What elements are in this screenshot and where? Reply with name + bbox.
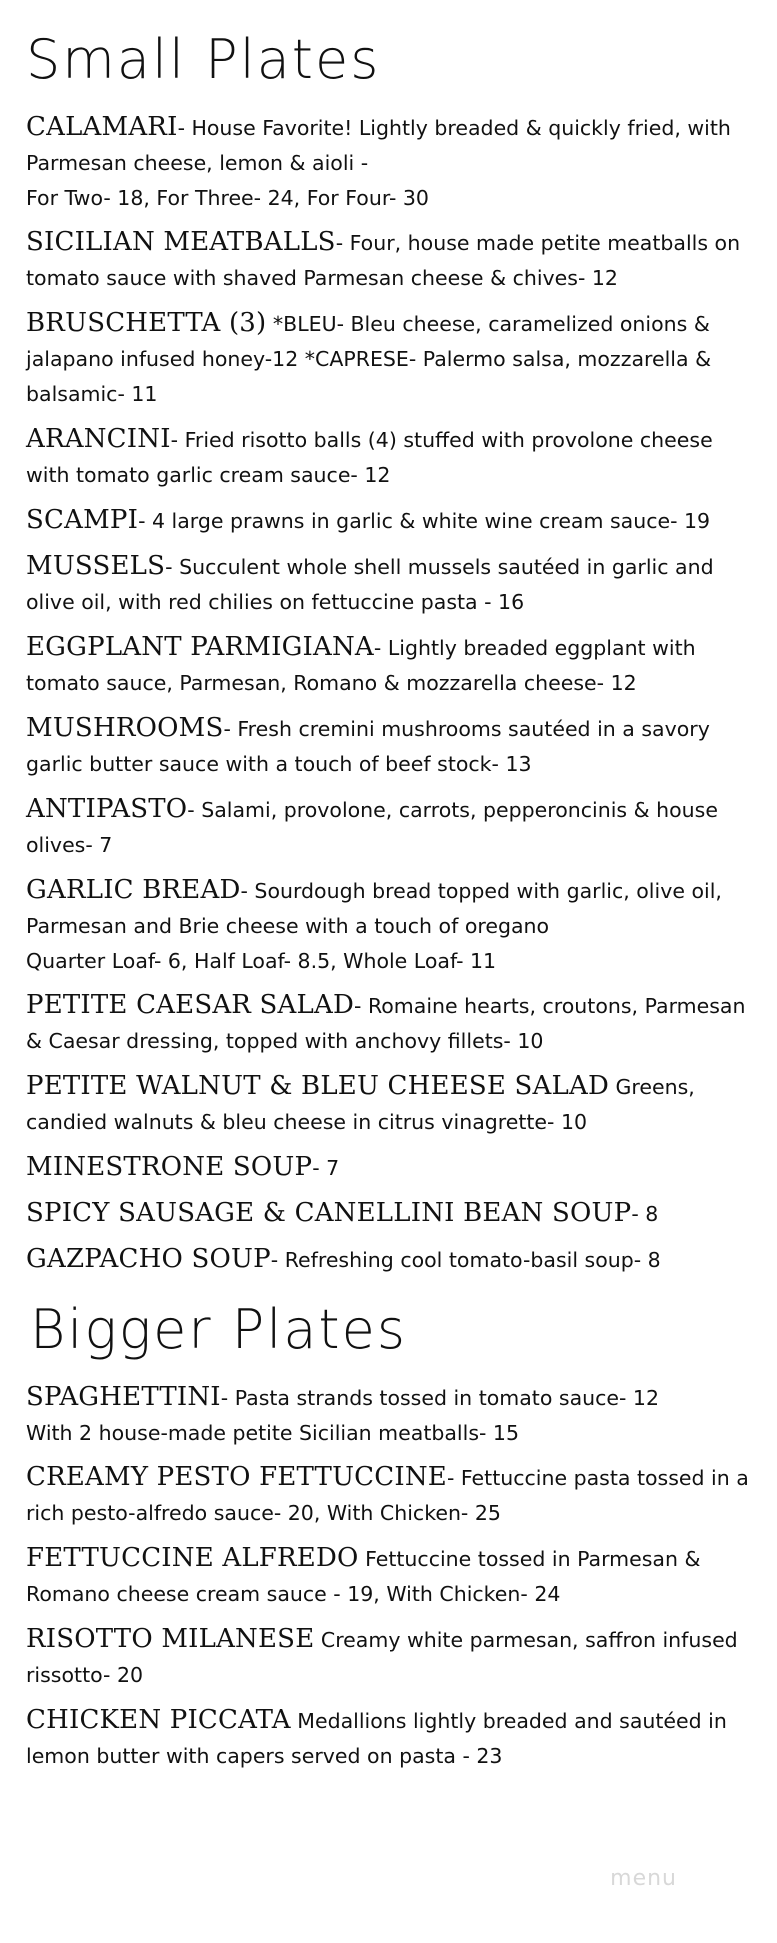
menu-item-prices: For Two- 18, For Three- 24, For Four- 30 [26,186,429,210]
menu-item-description: - Fettuccine pasta tossed in a rich pesto-alfredo sauce- 20, With Chicken- 25 [26,1466,749,1525]
menu-item-description: - 7 [312,1156,340,1180]
menu-item-description: Medallions lightly breaded and sautéed in lemon butter with capers served on pasta - 23 [26,1709,727,1768]
menu-item-name: ARANCINI [26,424,171,454]
menu-item-name: SICILIAN MEATBALLS [26,227,336,257]
menu-item-name: BRUSCHETTA (3) [26,308,267,338]
menu-item-name: PETITE WALNUT & BLEU CHEESE SALAD [26,1071,610,1101]
menu-item-name: SCAMPI [26,505,139,535]
menu-item-description: - Romaine hearts, croutons, Parmesan & Caesar dressing, topped with anchovy fillets- 10 [26,994,746,1053]
menu-item-name: FETTUCCINE ALFREDO [26,1543,359,1573]
menu-item [26,988,756,1059]
menu-item-name: SPAGHETTINI [26,1382,221,1412]
menu-item-description: - Fresh cremini mushrooms sautéed in a savory garlic butter sauce with a touch of beef stock- 13 [26,717,710,776]
menu-item-name: MINESTRONE SOUP [26,1152,313,1182]
menu-item [26,503,756,539]
menu-item-description: - Salami, provolone, carrots, pepperoncinis & house olives- 7 [26,798,718,857]
menu-item [26,306,756,412]
menu-item-name: MUSSELS [26,551,166,581]
menu-item-name: GARLIC BREAD [26,875,241,905]
watermark: menu [610,1866,677,1891]
menu-item [26,1622,756,1693]
menu-item-name: ANTIPASTO [26,794,188,824]
menu-item [26,1196,756,1232]
menu-item [26,630,756,701]
menu-item [26,225,756,296]
menu-item-description: Greens, candied walnuts & bleu cheese in citrus vinagrette- 10 [26,1075,695,1134]
menu-item-name: EGGPLANT PARMIGIANA [26,632,374,662]
menu-item-name: SPICY SAUSAGE & CANELLINI BEAN SOUP [26,1198,632,1228]
menu-item [26,1069,756,1140]
menu-item-description: Creamy white parmesan, saffron infused rissotto- 20 [26,1628,738,1687]
menu-item-name: MUSHROOMS [26,713,224,743]
menu-item-description: - Succulent whole shell mussels sautéed in garlic and olive oil, with red chilies on fettuccine pasta - 16 [26,555,714,614]
menu-item [26,873,756,978]
menu-item [26,1242,756,1278]
menu-item [26,792,756,863]
menu-item [26,1380,756,1450]
menu-item-description: - Four, house made petite meatballs on tomato sauce with shaved Parmesan cheese & chives- 12 [26,231,741,290]
menu-item-prices: Quarter Loaf- 6, Half Loaf- 8.5, Whole Loaf- 11 [26,949,497,973]
menu-item-description: - Lightly breaded eggplant with tomato sauce, Parmesan, Romano & mozzarella cheese- 12 [26,636,696,695]
menu-item [26,549,756,620]
menu-item-name: CREAMY PESTO FETTUCCINE [26,1462,447,1492]
menu-item-name: GAZPACHO SOUP [26,1244,271,1274]
menu-item-description: - Fried risotto balls (4) stuffed with provolone cheese with tomato garlic cream sauce- 12 [26,428,713,487]
small-plates-list [26,110,756,1278]
menu-item-description: - Sourdough bread topped with garlic, olive oil, Parmesan and Brie cheese with a touch of oregano [26,879,722,938]
menu-item [26,711,756,782]
menu-item-description: - 8 [631,1202,659,1226]
small-plates-heading: Small Plates [26,28,381,91]
menu-item-description: - Refreshing cool tomato-basil soup- 8 [270,1248,661,1272]
menu-item-name: PETITE CAESAR SALAD [26,990,355,1020]
menu-item-name: CALAMARI [26,112,178,142]
menu-item-description: *BLEU- Bleu cheese, caramelized onions & jalapano infused honey-12 *CAPRESE- Palermo salsa, mozzarella & balsamic- 11 [26,312,712,406]
menu-item [26,1703,756,1774]
menu-item-description: - Pasta strands tossed in tomato sauce- 12 [220,1386,660,1410]
menu-item-description: Fettuccine tossed in Parmesan & Romano cheese cream sauce - 19, With Chicken- 24 [26,1547,701,1606]
bigger-plates-list [26,1380,756,1774]
menu-item-description: - 4 large prawns in garlic & white wine cream sauce- 19 [138,509,711,533]
menu-item-prices: With 2 house-made petite Sicilian meatballs- 15 [26,1421,520,1445]
menu-item [26,422,756,493]
menu-page [26,20,756,1784]
bigger-plates-heading: Bigger Plates [30,1298,407,1361]
menu-item-name: CHICKEN PICCATA [26,1705,291,1735]
menu-item-description: - House Favorite! Lightly breaded & quickly fried, with Parmesan cheese, lemon & aioli - [26,116,731,175]
menu-item [26,1460,756,1531]
menu-item [26,1150,756,1186]
menu-item-name: RISOTTO MILANESE [26,1624,315,1654]
menu-item [26,110,756,215]
menu-item [26,1541,756,1612]
